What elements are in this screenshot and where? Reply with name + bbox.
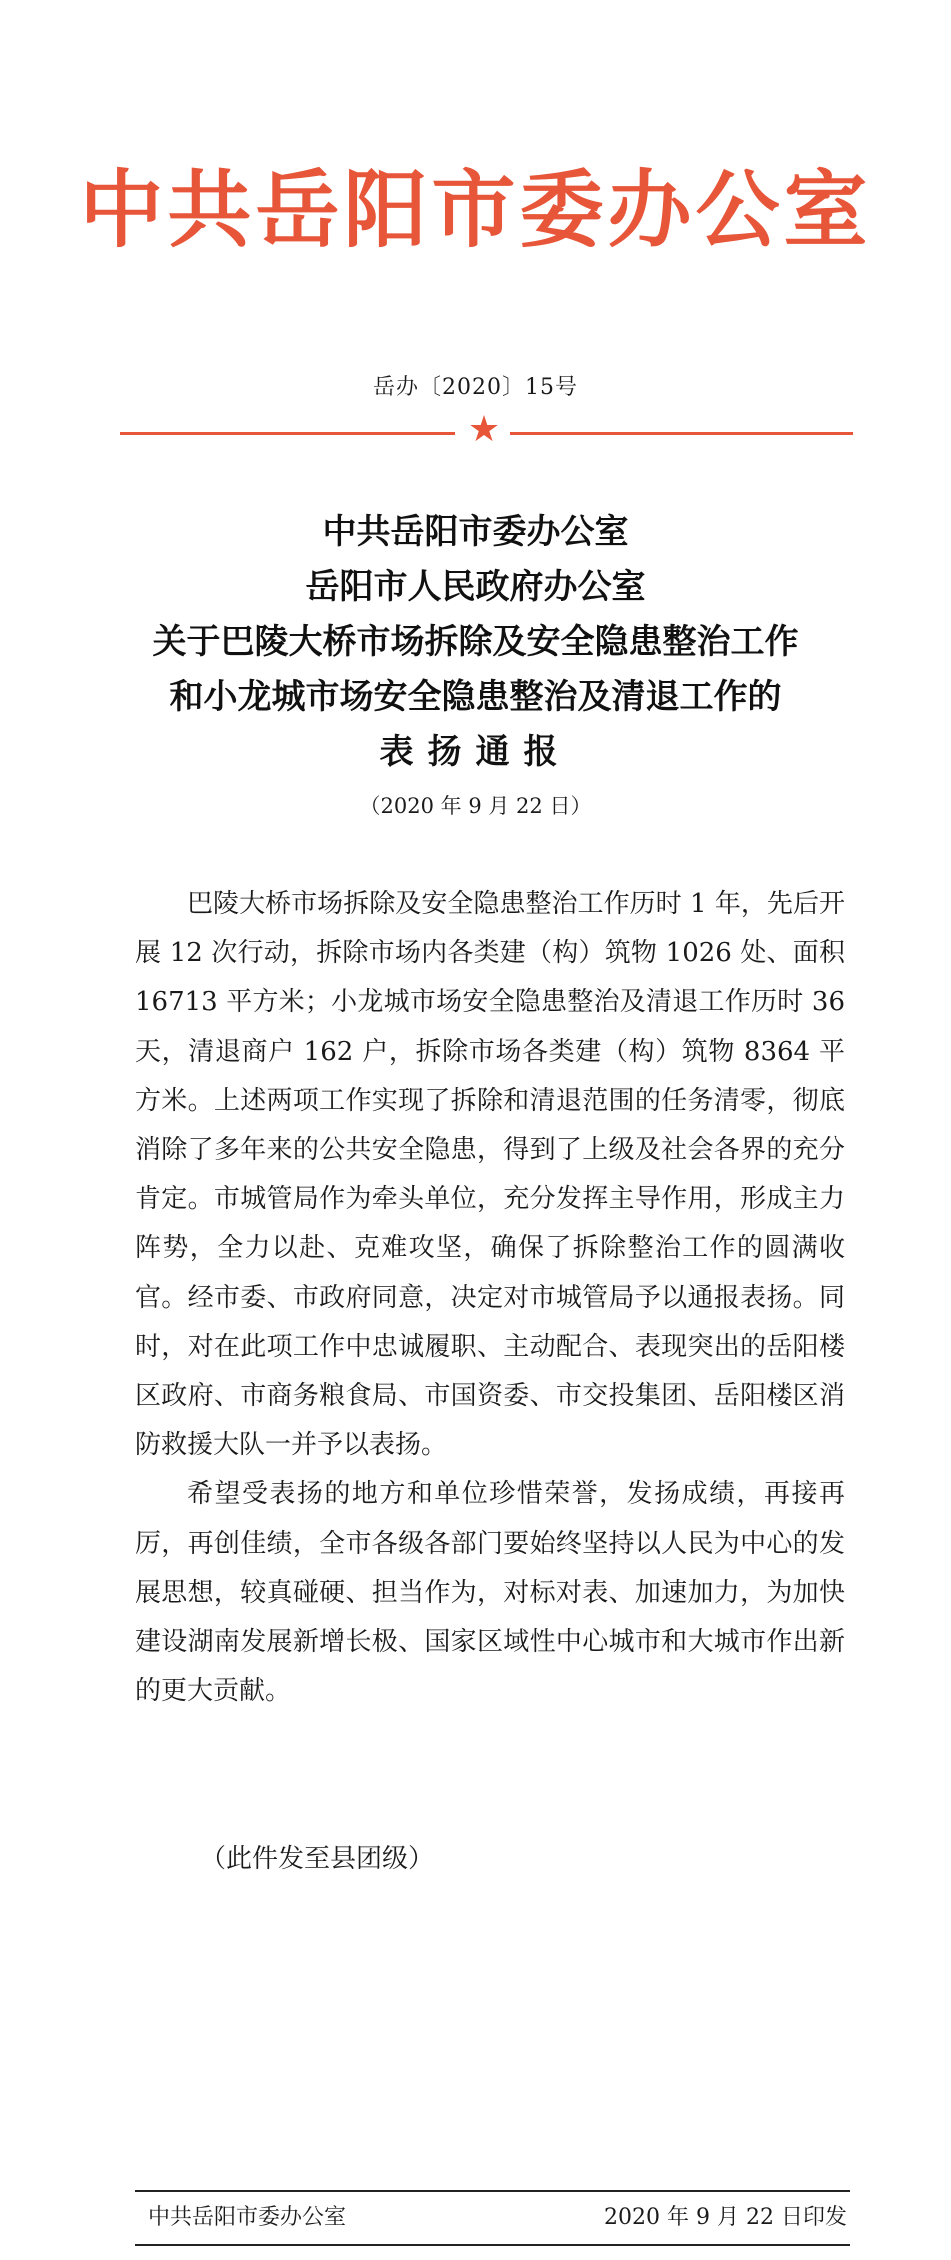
star-icon: ★ — [467, 409, 501, 450]
title-line-issuer-1: 中共岳阳市委办公室 — [322, 512, 629, 552]
title-line-subject-2: 和小龙城市场安全隐患整治及清退工作的 — [169, 677, 782, 717]
footer-print-date: 2020 年 9 月 22 日印发 — [604, 2205, 847, 2230]
body-text — [135, 880, 845, 1716]
body-paragraph-2: 希望受表扬的地方和单位珍惜荣誉，发扬成绩，再接再厉，再创佳绩，全市各级各部门要始终坚持以人民为中心的发展思想，较真碰硬、担当作为，对标对表、加速加力，为加快建设湖南发展新增长极、国家区域性中心城市和大城市作出新的更大贡献。 — [135, 1479, 845, 1707]
issue-date: （2020 年 9 月 22 日） — [359, 794, 592, 818]
footer-rule-top — [135, 2190, 850, 2192]
footer-issuer: 中共岳阳市委办公室 — [148, 2205, 347, 2230]
document-number: 岳办〔2020〕15号 — [373, 375, 578, 400]
title-line-doc-type: 表扬通报 — [379, 732, 572, 772]
distribution-note: （此件发至县团级） — [200, 1844, 435, 1874]
document-title — [0, 505, 951, 780]
title-line-issuer-2: 岳阳市人民政府办公室 — [305, 567, 646, 607]
red-divider-left — [120, 432, 455, 435]
red-divider-right — [510, 432, 853, 435]
title-line-subject-1: 关于巴陵大桥市场拆除及安全隐患整治工作 — [152, 622, 799, 662]
body-paragraph-1: 巴陵大桥市场拆除及安全隐患整治工作历时 1 年，先后开展 12 次行动，拆除市场内各类建（构）筑物 1026 处、面积 16713 平方米；小龙城市场安全隐患整治及清退工作历时 36 天，清退商户 162 户，拆除市场各类建（构）筑物 8364 平方米。上述两项工作实现了拆除和清退范围的任务清零，彻底消除了多年来的公共安全隐患，得到了上级及社会各界的充分肯定。市城管局作为牵头单位，充分发挥主导作用，形成主力阵势，全力以赴、克难攻坚，确保了拆除整治工作的圆满收官。经市委、市政府同意，决定对市城管局予以通报表扬。同时，对在此项工作中忠诚履职、主动配合、表现突出的岳阳楼区政府、市商务粮食局、市国资委、市交投集团、岳阳楼区消防救援大队一并予以表扬。 — [135, 889, 845, 1461]
footer-rule-bottom — [135, 2244, 850, 2246]
masthead-title: 中共岳阳市委办公室 — [79, 160, 872, 259]
